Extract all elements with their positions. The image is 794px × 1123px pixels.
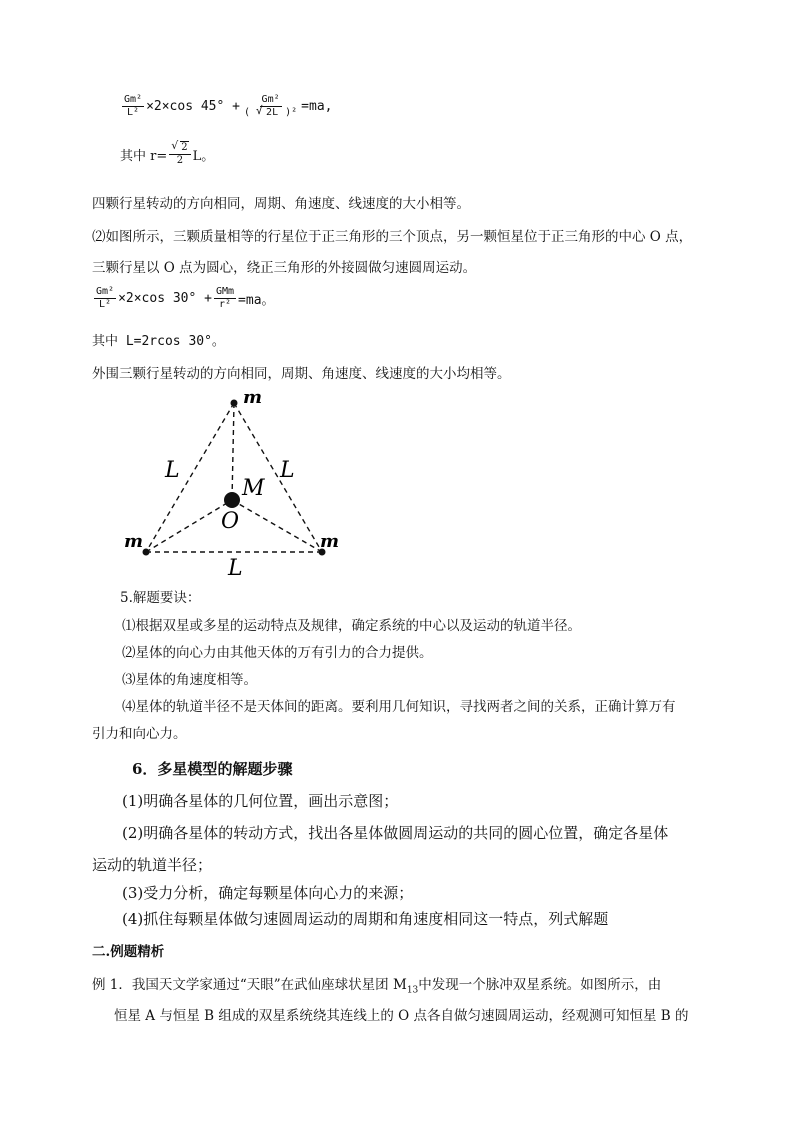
denominator <box>242 107 299 119</box>
s6-item-3: (3)受力分析，确定每颗星体向心力的来源； <box>122 884 414 902</box>
subscript: 13 <box>406 985 419 996</box>
fraction <box>214 286 236 311</box>
equation-text: 其中 r= <box>120 149 168 164</box>
label-M: M <box>242 476 265 501</box>
equation-1 <box>120 94 332 119</box>
numerator: Gm² <box>261 94 280 105</box>
paragraph-3: 外围三颗行星转动的方向相同，周期、角速度、线速度的大小均相等。 <box>92 366 511 382</box>
s6-item-1: (1)明确各星体的几何位置，画出示意图； <box>122 792 399 810</box>
planet-top <box>231 400 238 407</box>
star-center <box>224 492 240 508</box>
equation-text: =ma, <box>301 99 333 114</box>
equation-text: L。 <box>192 149 215 164</box>
numerator: GMm <box>215 286 235 297</box>
paragraph-1: 四颗行星转动的方向相同，周期、角速度、线速度的大小相等。 <box>92 196 470 212</box>
s5-item-4: ⑷星体的轨道半径不是天体间的距离。要利用几何知识，寻找两者之间的关系，正确计算万有 <box>122 699 676 715</box>
s6-item-2-cont: 运动的轨道半径； <box>92 856 213 874</box>
s6-heading: 6．多星模型的解题步骤 <box>132 760 293 778</box>
label-L-bottom: L <box>228 556 243 581</box>
radicand: 2L <box>266 107 279 118</box>
paragraph-2-line-1: ⑵如图所示，三颗质量相等的行星位于正三角形的三个顶点，另一颗恒星位于正三角形的中心 O 点， <box>92 229 693 245</box>
label-m-top: m <box>243 387 263 408</box>
denominator: 2 <box>176 155 184 166</box>
example-1-line-1 <box>92 973 661 996</box>
denominator: L² <box>127 107 140 118</box>
label-O: O <box>221 509 240 534</box>
radicand: 2 <box>181 142 188 153</box>
example-text: 例 1．我国天文学家通过“天眼”在武仙座球状星团 M <box>92 977 407 993</box>
equation-r <box>120 142 214 167</box>
s5-item-3: ⑶星体的角速度相等。 <box>122 672 257 688</box>
radius-left <box>146 500 232 552</box>
s6-item-2: (2)明确各星体的转动方式，找出各星体做圆周运动的共同的圆心位置，确定各星体 <box>122 824 669 842</box>
denominator: L² <box>99 299 112 310</box>
planet-left <box>143 549 150 556</box>
fraction <box>169 142 190 167</box>
s5-item-4-cont: 引力和向心力。 <box>92 726 187 742</box>
triangle-diagram <box>110 385 360 585</box>
s5-heading: 5.解题要诀： <box>120 590 201 606</box>
numerator <box>169 142 190 155</box>
label-m-left: m <box>124 531 144 552</box>
example-text: 中发现一个脉冲双星系统。如图所示，由 <box>418 977 662 993</box>
sqrt <box>256 107 279 118</box>
paren-left: ( <box>243 107 251 118</box>
radius-right <box>232 500 322 552</box>
fraction <box>122 94 144 119</box>
example-1-line-2: 恒星 A 与恒星 B 组成的双星系统绕其连线上的 O 点各自做匀速圆周运动，经观测可知恒星 B 的 <box>114 1008 689 1024</box>
denominator: r² <box>218 299 232 310</box>
numerator: Gm² <box>124 94 143 105</box>
radius-top <box>232 403 234 500</box>
fraction <box>94 286 116 311</box>
label-L-left: L <box>165 458 180 483</box>
fraction <box>242 94 299 119</box>
numerator: Gm² <box>96 286 115 297</box>
equation-text: =ma。 <box>238 293 275 308</box>
equation-L: 其中 L=2rcos 30°。 <box>92 334 225 349</box>
label-L-right: L <box>280 458 295 483</box>
equation-text: ×2×cos 45° + <box>146 99 240 114</box>
label-m-right: m <box>320 531 340 552</box>
paren-right: )² <box>285 107 298 118</box>
equation-2 <box>92 286 275 311</box>
equation-text: ×2×cos 30° + <box>118 291 212 306</box>
s5-item-1: ⑴根据双星或多星的运动特点及规律，确定系统的中心以及运动的轨道半径。 <box>122 618 581 634</box>
s6-item-4: (4)抓住每颗星体做匀速圆周运动的周期和角速度相同这一特点，列式解题 <box>122 910 609 928</box>
s5-item-2: ⑵星体的向心力由其他天体的万有引力的合力提供。 <box>122 645 433 661</box>
paragraph-2-line-2: 三颗行星以 O 点为圆心，绕正三角形的外接圆做匀速圆周运动。 <box>92 260 477 276</box>
section-2-heading: 二.例题精析 <box>92 944 165 960</box>
